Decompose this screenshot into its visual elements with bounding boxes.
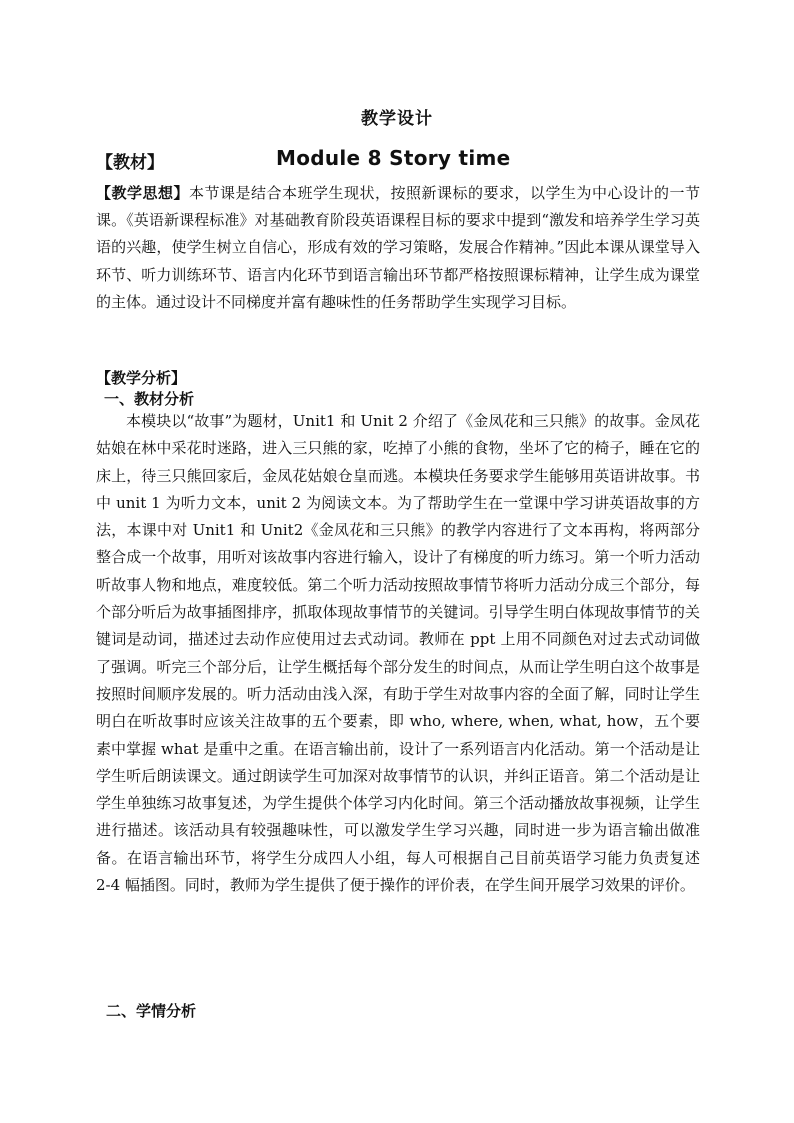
document-title: 教学设计 [361, 109, 433, 129]
student-analysis-heading: 二、学情分析 [106, 1002, 197, 1020]
teaching-thinking-label: 【教学思想】 [96, 184, 189, 202]
material-analysis-paragraph: 本模块以“故事”为题材，Unit1 和 Unit 2 介绍了《金凤花和三只熊》的故事。金凤花姑娘在林中采花时迷路，进入三只熊的家，吃掉了小熊的食物，坐坏了它的椅子，睡在它的床上，待三只熊回家后，金凤花姑娘仓皇而逃。本模块任务要求学生能够用英语讲故事。书中 unit 1 为听力文本，unit 2 为阅读文本。为了帮助学生在一堂课中学习讲英语故事的方法，本课中对 Unit1 和 Unit2《金凤花和三只熊》的教学内容进行了文本再构，将两部分整合成一个故事，用听对该故事内容进行输入，设计了有梯度的听力练习。第一个听力活动听故事人物和地点，难度较低。第二个听力活动按照故事情节将听力活动分成三个部分，每个部分听后为故事插图排序，抓取体现故事情节的关键词。引导学生明白体现故事情节的关键词是动词，描述过去动作应使用过去式动词。教师在 ppt 上用不同颜色对过去式动词做了强调。听完三个部分后，让学生概括每个部分发生的时间点，从而让学生明白这个故事是按照时间顺序发展的。听力活动由浅入深，有助于学生对故事内容的全面了解，同时让学生明白在听故事时应该关注故事的五个要素，即 who, where, when, what, how，五个要素中掌握 what 是重中之重。在语言输出前，设计了一系列语言内化活动。第一个活动是让学生听后朗读课文。通过朗读学生可加深对故事情节的认识，并纠正语音。第二个活动是让学生单独练习故事复述，为学生提供个体学习内化时间。第三个活动播放故事视频，让学生进行描述。该活动具有较强趣味性，可以激发学生学习兴趣，同时进一步为语言输出做准备。在语言输出环节，将学生分成四人小组，每人可根据自己目前英语学习能力负责复述 2-4 幅插图。同时，教师为学生提供了便于操作的评价表，在学生间开展学习效果的评价。 [96, 412, 700, 895]
material-label: 【教材】 [96, 153, 164, 173]
material-row [96, 146, 716, 176]
teaching-thinking-text: 本节课是结合本班学生现状，按照新课标的要求，以学生为中心设计的一节课。《英语新课程标准》对基础教育阶段英语课程目标的要求中提到“激发和培养学生学习英语的兴趣，使学生树立自信心，形成有效的学习策略，发展合作精神。”因此本课从课堂导入环节、听力训练环节、语言内化环节到语言输出环节都严格按照课标精神，让学生成为课堂的主体。通过设计不同梯度并富有趣味性的任务帮助学生实现学习目标。 [96, 184, 700, 311]
module-title: Module 8 Story time [276, 146, 511, 170]
material-analysis-heading: 一、教材分析 [104, 390, 195, 408]
teaching-analysis-heading: 【教学分析】 [96, 369, 187, 387]
teaching-thinking-paragraph [96, 180, 700, 316]
